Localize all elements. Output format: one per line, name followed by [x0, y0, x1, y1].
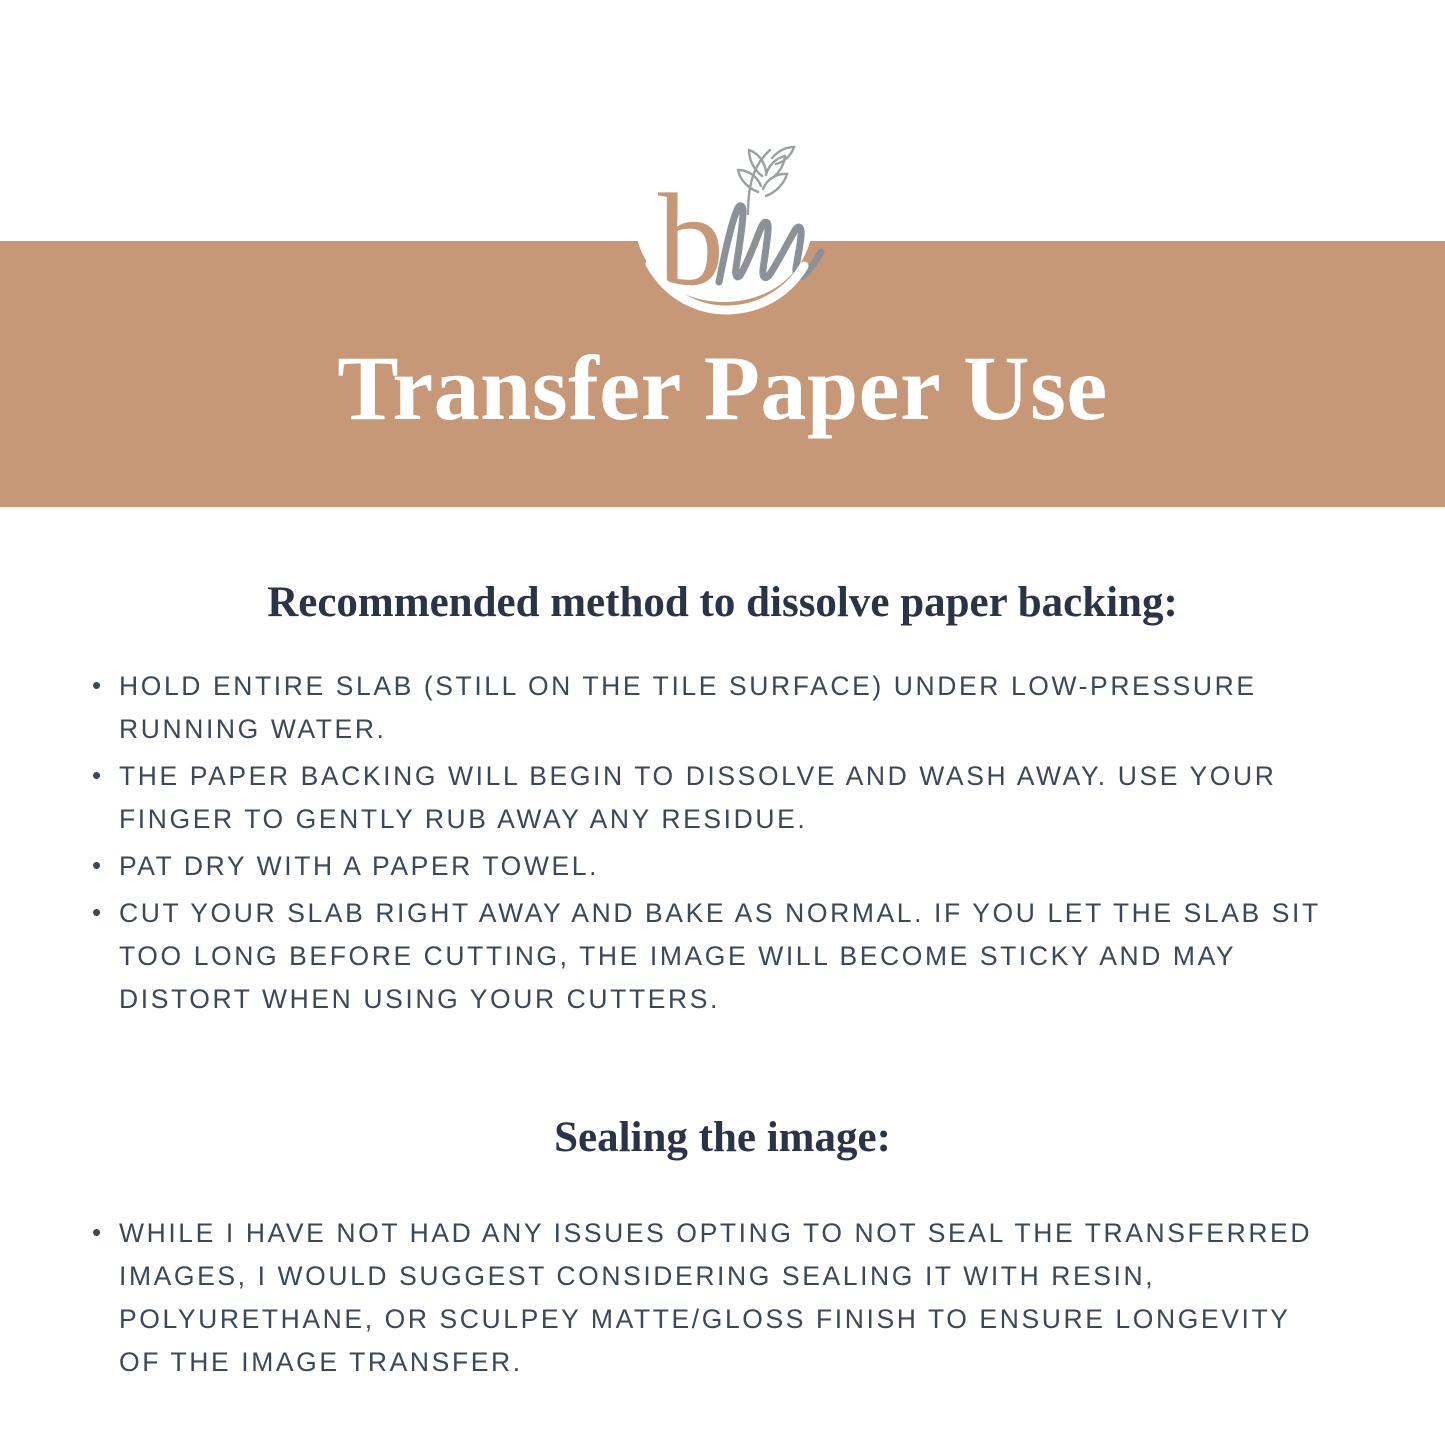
page-title: Transfer Paper Use: [337, 337, 1108, 439]
bullet-list-dissolve: [0, 665, 1445, 1020]
brand-logo: [0, 96, 1445, 326]
section-heading-sealing: Sealing the image:: [554, 1113, 891, 1161]
list-item: • PAT DRY WITH A PAPER TOWEL.: [92, 845, 1375, 888]
bullet-list-sealing: [0, 1212, 1445, 1384]
section-heading-dissolve: Recommended method to dissolve paper backing:: [267, 579, 1178, 626]
content-area: [0, 560, 1445, 1388]
list-item: • THE PAPER BACKING WILL BEGIN TO DISSOLVE AND WASH AWAY. USE YOUR FINGER TO GENTLY RUB AWAY ANY RESIDUE.: [92, 755, 1375, 841]
logo-graphic: [598, 96, 848, 326]
list-item: • CUT YOUR SLAB RIGHT AWAY AND BAKE AS NORMAL. IF YOU LET THE SLAB SIT TOO LONG BEFORE CUTTING, THE IMAGE WILL BECOME STICKY AND MAY DISTORT WHEN USING YOUR CUTTERS.: [92, 892, 1375, 1021]
list-item: • HOLD ENTIRE SLAB (STILL ON THE TILE SURFACE) UNDER LOW-PRESSURE RUNNING WATER.: [92, 665, 1375, 751]
svg-text:b: b: [657, 166, 724, 313]
list-item: • WHILE I HAVE NOT HAD ANY ISSUES OPTING TO NOT SEAL THE TRANSFERRED IMAGES, I WOULD SUGGEST CONSIDERING SEALING IT WITH RESIN, POLYURETHANE, OR SCULPEY MATTE/GLOSS FINISH TO ENSURE LONGEVITY OF THE IMAGE TRANSFER.: [92, 1212, 1335, 1384]
